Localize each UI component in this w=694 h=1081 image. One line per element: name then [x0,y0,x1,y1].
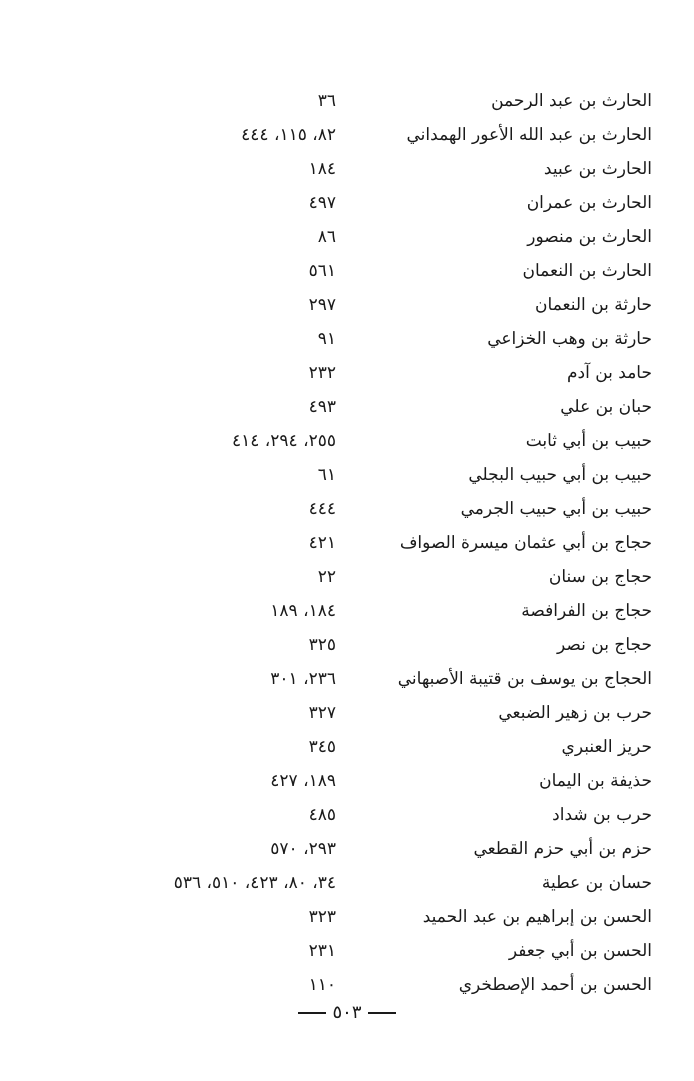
entry-name: حزم بن أبي حزم القطعي [473,839,652,859]
entry-name: حسان بن عطية [541,873,652,893]
index-entry [0,288,694,322]
index-entry [0,662,694,696]
entry-pages: ١٨٤ [308,159,336,179]
entry-name: حجاج بن أبي عثمان ميسرة الصواف [399,533,652,553]
entry-name: الحسن بن أبي جعفر [508,941,652,961]
entry-pages: ٢٣٢ [308,363,336,383]
footer-dash-right [368,1012,396,1014]
index-entry [0,186,694,220]
entry-pages: ١٨٤، ١٨٩ [270,601,336,621]
entry-pages: ١٨٩، ٤٢٧ [270,771,336,791]
index-entry [0,220,694,254]
index-entry [0,424,694,458]
entry-name: الحارث بن النعمان [522,261,652,281]
entry-pages: ٣٤٥ [308,737,336,757]
entry-pages: ٣٢٧ [308,703,336,723]
index-entry [0,254,694,288]
entry-pages: ٥٦١ [308,261,336,281]
footer-dash-left [298,1012,326,1014]
index-entry [0,798,694,832]
entry-pages: ٤٢١ [308,533,336,553]
index-entry [0,764,694,798]
entry-name: الحسن بن إبراهيم بن عبد الحميد [422,907,652,927]
entry-name: حارثة بن النعمان [535,295,652,315]
entry-pages: ٣٢٣ [308,907,336,927]
entry-pages: ٦١ [317,465,336,485]
entry-pages: ٣٦ [317,91,336,111]
index-entry [0,968,694,1002]
index-list [0,84,694,1002]
entry-name: حبيب بن أبي حبيب الجرمي [460,499,652,519]
entry-pages: ٣٢٥ [308,635,336,655]
index-entry [0,84,694,118]
entry-name: حبان بن علي [560,397,652,417]
entry-pages: ٤٩٣ [308,397,336,417]
entry-pages: ٢٢ [317,567,336,587]
entry-pages: ٩١ [317,329,336,349]
index-entry [0,152,694,186]
page-number: ٥٠٣ [332,1002,362,1023]
index-entry [0,526,694,560]
entry-name: الحارث بن عبد الرحمن [491,91,652,111]
entry-name: الحسن بن أحمد الإصطخري [458,975,652,995]
entry-name: حريز العنبري [561,737,652,757]
entry-name: الحارث بن عبد الله الأعور الهمداني [406,125,652,145]
entry-name: حجاج بن سنان [548,567,652,587]
entry-pages: ٤٨٥ [308,805,336,825]
index-entry [0,628,694,662]
index-entry [0,492,694,526]
index-entry [0,322,694,356]
entry-name: الحارث بن عمران [526,193,652,213]
index-entry [0,356,694,390]
entry-name: حجاج بن الفرافصة [521,601,652,621]
entry-name: حبيب بن أبي ثابت [525,431,652,451]
entry-name: الحارث بن عبيد [543,159,652,179]
entry-pages: ٨٢، ١١٥، ٤٤٤ [241,125,336,145]
entry-name: حجاج بن نصر [557,635,652,655]
index-entry [0,934,694,968]
index-entry [0,730,694,764]
entry-pages: ٢٣١ [308,941,336,961]
index-entry [0,560,694,594]
entry-name: حبيب بن أبي حبيب البجلي [468,465,652,485]
entry-pages: ٤٤٤ [308,499,336,519]
entry-pages: ٨٦ [317,227,336,247]
entry-pages: ٢٩٧ [308,295,336,315]
entry-pages: ٣٤، ٨٠، ٤٢٣، ٥١٠، ٥٣٦ [173,873,336,893]
index-entry [0,594,694,628]
entry-pages: ٢٣٦، ٣٠١ [270,669,336,689]
index-entry [0,118,694,152]
index-entry [0,900,694,934]
entry-name: حرب بن شداد [552,805,652,825]
entry-pages: ٤٩٧ [308,193,336,213]
entry-pages: ١١٠ [308,975,336,995]
entry-name: حذيفة بن اليمان [539,771,652,791]
entry-pages: ٢٥٥، ٢٩٤، ٤١٤ [232,431,336,451]
index-entry [0,832,694,866]
entry-name: الحجاج بن يوسف بن قتيبة الأصبهاني [397,669,652,689]
entry-name: الحارث بن منصور [527,227,652,247]
entry-name: حرب بن زهير الضبعي [498,703,652,723]
index-entry [0,458,694,492]
entry-pages: ٢٩٣، ٥٧٠ [270,839,336,859]
index-entry [0,390,694,424]
index-entry [0,866,694,900]
index-entry [0,696,694,730]
entry-name: حارثة بن وهب الخزاعي [487,329,652,349]
entry-name: حامد بن آدم [566,363,652,383]
page-footer [0,1000,694,1026]
